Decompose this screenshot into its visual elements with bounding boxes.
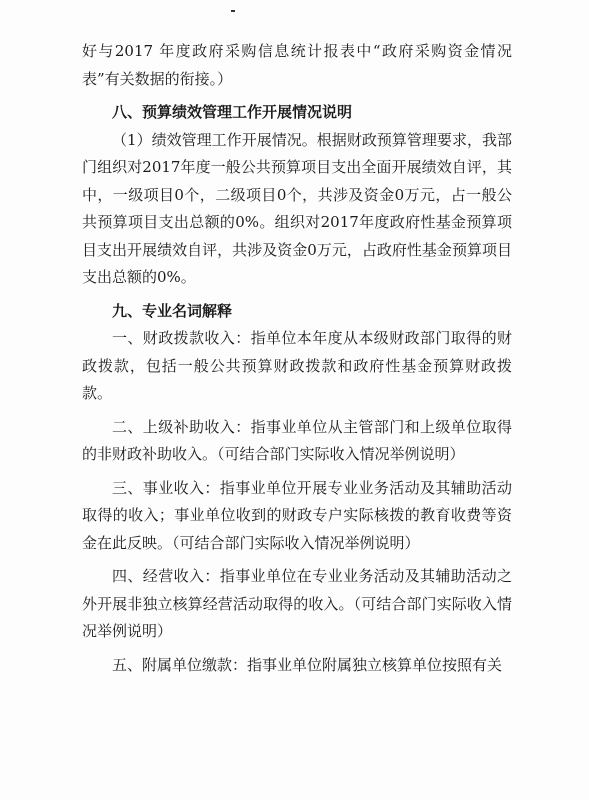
term-superior-subsidy: 二、上级补助收入：指事业单位从主管部门和上级单位取得的非财政补助收入。（可结合部门实际收入情况举例说明） xyxy=(82,417,512,463)
section-heading-performance: 八、预算绩效管理工作开展情况说明 xyxy=(112,103,353,121)
term-fiscal-appropriation: 一、财政拨款收入：指单位本年度从本级财政部门取得的财政拨款，包括一般公共预算财政拨款和政府性基金预算财政拨款。 xyxy=(82,329,512,402)
paragraph-continued: 好与2017 年度政府采购信息统计报表中“政府采购资金情况表”有关数据的衔接。） xyxy=(82,42,512,88)
document-body xyxy=(82,38,512,679)
section-heading-terms: 九、专业名词解释 xyxy=(112,301,233,320)
term-operating-income: 四、经营收入：指事业单位在专业业务活动及其辅助活动之外开展非独立核算经营活动取得的收入。（可结合部门实际收入情况举例说明） xyxy=(82,567,512,640)
term-business-income: 三、事业收入：指事业单位开展专业业务活动及其辅助活动取得的收入；事业单位收到的财政专户实际核拨的教育收费等资金在此反映。（可结合部门实际收入情况举例说明） xyxy=(82,478,512,552)
scan-mark xyxy=(231,10,235,12)
term-affiliate-payment: 五、附属单位缴款：指事业单位附属独立核算单位按照有关 xyxy=(112,655,503,674)
paragraph-performance: （1）绩效管理工作开展情况。根据财政预算管理要求，我部门组织对2017年度一般公共预算项目支出全面开展绩效自评，其中，一级项目0个，二级项目0个，共涉及资金0万元，占一般公共预算项目支出总额的0%。组织对2017年度政府性基金预算项目支出开展绩效自评，共涉及资金0万元，占政府性基金预算项目支出总额的0%。 xyxy=(82,130,512,286)
